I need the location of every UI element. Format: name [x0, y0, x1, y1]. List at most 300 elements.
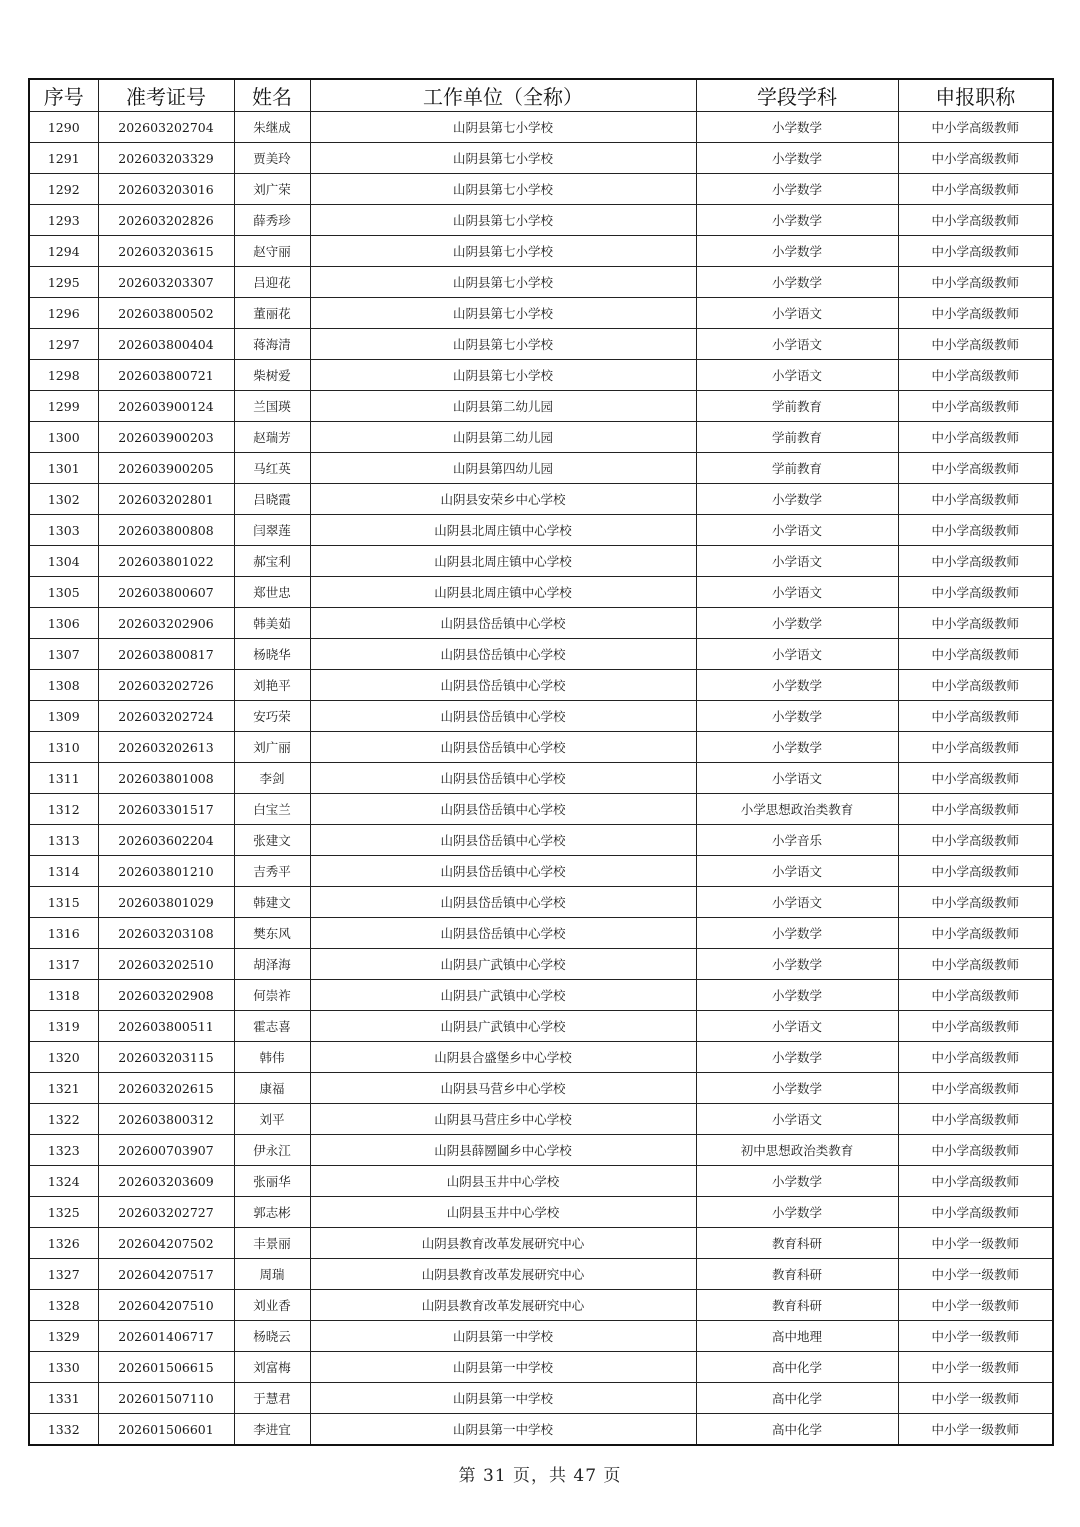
header-name: 姓名 [234, 79, 310, 112]
cell-exam-id: 202603202906 [98, 608, 234, 639]
table-row [29, 112, 1053, 143]
cell-exam-id: 202601506601 [98, 1414, 234, 1446]
cell-name: 吕晓霞 [234, 484, 310, 515]
cell-title: 中小学高级教师 [898, 794, 1053, 825]
cell-subject: 小学数学 [696, 174, 898, 205]
cell-title: 中小学一级教师 [898, 1321, 1053, 1352]
cell-subject: 小学语文 [696, 856, 898, 887]
cell-workplace: 山阴县第七小学校 [310, 298, 696, 329]
cell-workplace: 山阴县岱岳镇中心学校 [310, 887, 696, 918]
cell-serial: 1315 [29, 887, 98, 918]
cell-exam-id: 202603800312 [98, 1104, 234, 1135]
cell-serial: 1303 [29, 515, 98, 546]
cell-subject: 教育科研 [696, 1290, 898, 1321]
table-row [29, 670, 1053, 701]
cell-subject: 初中思想政治类教育 [696, 1135, 898, 1166]
page-number: 第 31 页，共 47 页 [458, 1466, 622, 1486]
cell-workplace: 山阴县第七小学校 [310, 112, 696, 143]
table-row [29, 639, 1053, 670]
table-row [29, 1073, 1053, 1104]
cell-serial: 1320 [29, 1042, 98, 1073]
header-title: 申报职称 [898, 79, 1053, 112]
header-subject: 学段学科 [696, 79, 898, 112]
cell-workplace: 山阴县合盛堡乡中心学校 [310, 1042, 696, 1073]
cell-subject: 小学数学 [696, 1073, 898, 1104]
cell-workplace: 山阴县第一中学校 [310, 1352, 696, 1383]
table-row [29, 608, 1053, 639]
cell-title: 中小学高级教师 [898, 918, 1053, 949]
cell-workplace: 山阴县玉井中心学校 [310, 1197, 696, 1228]
cell-title: 中小学高级教师 [898, 422, 1053, 453]
cell-title: 中小学高级教师 [898, 1197, 1053, 1228]
table-row [29, 484, 1053, 515]
cell-title: 中小学高级教师 [898, 515, 1053, 546]
cell-title: 中小学高级教师 [898, 329, 1053, 360]
cell-title: 中小学高级教师 [898, 608, 1053, 639]
cell-workplace: 山阴县第七小学校 [310, 360, 696, 391]
cell-exam-id: 202603202726 [98, 670, 234, 701]
cell-subject: 学前教育 [696, 391, 898, 422]
cell-exam-id: 202604207502 [98, 1228, 234, 1259]
cell-exam-id: 202603202724 [98, 701, 234, 732]
cell-name: 朱继成 [234, 112, 310, 143]
cell-exam-id: 202603900203 [98, 422, 234, 453]
cell-serial: 1324 [29, 1166, 98, 1197]
cell-name: 韩美茹 [234, 608, 310, 639]
cell-subject: 小学数学 [696, 143, 898, 174]
cell-subject: 小学数学 [696, 732, 898, 763]
table-row [29, 453, 1053, 484]
cell-workplace: 山阴县北周庄镇中心学校 [310, 546, 696, 577]
cell-name: 于慧君 [234, 1383, 310, 1414]
cell-workplace: 山阴县第七小学校 [310, 174, 696, 205]
cell-serial: 1290 [29, 112, 98, 143]
cell-title: 中小学一级教师 [898, 1259, 1053, 1290]
cell-title: 中小学高级教师 [898, 887, 1053, 918]
table-row [29, 763, 1053, 794]
cell-workplace: 山阴县教育改革发展研究中心 [310, 1290, 696, 1321]
cell-exam-id: 202603801008 [98, 763, 234, 794]
cell-serial: 1306 [29, 608, 98, 639]
table-row [29, 1104, 1053, 1135]
cell-name: 伊永江 [234, 1135, 310, 1166]
table-row [29, 1259, 1053, 1290]
cell-exam-id: 202603203609 [98, 1166, 234, 1197]
cell-exam-id: 202603800808 [98, 515, 234, 546]
cell-workplace: 山阴县岱岳镇中心学校 [310, 608, 696, 639]
table-row [29, 918, 1053, 949]
cell-title: 中小学一级教师 [898, 1290, 1053, 1321]
cell-subject: 小学数学 [696, 670, 898, 701]
cell-subject: 小学语文 [696, 577, 898, 608]
cell-name: 刘富梅 [234, 1352, 310, 1383]
cell-title: 中小学高级教师 [898, 205, 1053, 236]
cell-title: 中小学一级教师 [898, 1383, 1053, 1414]
cell-exam-id: 202603801029 [98, 887, 234, 918]
table-row [29, 980, 1053, 1011]
cell-name: 杨晓云 [234, 1321, 310, 1352]
table-row [29, 1290, 1053, 1321]
cell-name: 韩建文 [234, 887, 310, 918]
cell-workplace: 山阴县广武镇中心学校 [310, 980, 696, 1011]
cell-name: 刘广丽 [234, 732, 310, 763]
cell-exam-id: 202603202613 [98, 732, 234, 763]
cell-name: 马红英 [234, 453, 310, 484]
cell-title: 中小学高级教师 [898, 639, 1053, 670]
cell-exam-id: 202603800502 [98, 298, 234, 329]
cell-workplace: 山阴县岱岳镇中心学校 [310, 794, 696, 825]
cell-title: 中小学高级教师 [898, 1166, 1053, 1197]
cell-exam-id: 202601506615 [98, 1352, 234, 1383]
cell-name: 刘艳平 [234, 670, 310, 701]
cell-serial: 1302 [29, 484, 98, 515]
table-row [29, 1383, 1053, 1414]
cell-exam-id: 202603801022 [98, 546, 234, 577]
cell-serial: 1313 [29, 825, 98, 856]
cell-serial: 1329 [29, 1321, 98, 1352]
cell-workplace: 山阴县岱岳镇中心学校 [310, 825, 696, 856]
cell-serial: 1326 [29, 1228, 98, 1259]
cell-title: 中小学高级教师 [898, 825, 1053, 856]
cell-title: 中小学高级教师 [898, 1104, 1053, 1135]
cell-exam-id: 202603202615 [98, 1073, 234, 1104]
table-row [29, 887, 1053, 918]
cell-exam-id: 202603301517 [98, 794, 234, 825]
cell-exam-id: 202603202727 [98, 1197, 234, 1228]
cell-serial: 1294 [29, 236, 98, 267]
cell-subject: 小学语文 [696, 298, 898, 329]
cell-exam-id: 202603203307 [98, 267, 234, 298]
cell-name: 李进宜 [234, 1414, 310, 1446]
table-row [29, 329, 1053, 360]
cell-subject: 小学数学 [696, 1166, 898, 1197]
roster-table [28, 78, 1054, 1446]
cell-title: 中小学高级教师 [898, 949, 1053, 980]
cell-name: 赵守丽 [234, 236, 310, 267]
cell-subject: 小学数学 [696, 1042, 898, 1073]
cell-exam-id: 202603202510 [98, 949, 234, 980]
cell-workplace: 山阴县岱岳镇中心学校 [310, 763, 696, 794]
cell-name: 何崇祚 [234, 980, 310, 1011]
table-row [29, 856, 1053, 887]
cell-serial: 1314 [29, 856, 98, 887]
cell-exam-id: 202603202908 [98, 980, 234, 1011]
cell-subject: 小学音乐 [696, 825, 898, 856]
cell-workplace: 山阴县第七小学校 [310, 236, 696, 267]
table-row [29, 825, 1053, 856]
cell-serial: 1291 [29, 143, 98, 174]
cell-name: 兰国瑛 [234, 391, 310, 422]
cell-name: 贾美玲 [234, 143, 310, 174]
cell-name: 刘业香 [234, 1290, 310, 1321]
table-row [29, 360, 1053, 391]
table-row [29, 143, 1053, 174]
cell-workplace: 山阴县薛圐圙乡中心学校 [310, 1135, 696, 1166]
cell-exam-id: 202603900205 [98, 453, 234, 484]
cell-workplace: 山阴县北周庄镇中心学校 [310, 577, 696, 608]
cell-subject: 小学数学 [696, 608, 898, 639]
cell-name: 吕迎花 [234, 267, 310, 298]
cell-serial: 1305 [29, 577, 98, 608]
cell-title: 中小学高级教师 [898, 267, 1053, 298]
table-row [29, 794, 1053, 825]
cell-serial: 1304 [29, 546, 98, 577]
cell-subject: 小学数学 [696, 949, 898, 980]
cell-workplace: 山阴县马营乡中心学校 [310, 1073, 696, 1104]
cell-title: 中小学一级教师 [898, 1228, 1053, 1259]
cell-exam-id: 202603202801 [98, 484, 234, 515]
cell-workplace: 山阴县岱岳镇中心学校 [310, 639, 696, 670]
cell-exam-id: 202601406717 [98, 1321, 234, 1352]
cell-subject: 高中化学 [696, 1352, 898, 1383]
header-serial: 序号 [29, 79, 98, 112]
cell-serial: 1298 [29, 360, 98, 391]
cell-subject: 小学数学 [696, 1197, 898, 1228]
cell-serial: 1328 [29, 1290, 98, 1321]
cell-exam-id: 202603203115 [98, 1042, 234, 1073]
cell-subject: 小学语文 [696, 329, 898, 360]
cell-workplace: 山阴县第七小学校 [310, 267, 696, 298]
cell-name: 樊东风 [234, 918, 310, 949]
cell-title: 中小学高级教师 [898, 453, 1053, 484]
cell-title: 中小学高级教师 [898, 298, 1053, 329]
cell-name: 安巧荣 [234, 701, 310, 732]
cell-subject: 小学思想政治类教育 [696, 794, 898, 825]
cell-name: 赵瑞芳 [234, 422, 310, 453]
table-row [29, 949, 1053, 980]
cell-serial: 1307 [29, 639, 98, 670]
cell-subject: 小学语文 [696, 360, 898, 391]
table-row [29, 1135, 1053, 1166]
cell-name: 郭志彬 [234, 1197, 310, 1228]
header-exam-id: 准考证号 [98, 79, 234, 112]
cell-name: 董丽花 [234, 298, 310, 329]
cell-name: 胡泽海 [234, 949, 310, 980]
cell-serial: 1310 [29, 732, 98, 763]
table-row [29, 515, 1053, 546]
cell-subject: 高中地理 [696, 1321, 898, 1352]
cell-serial: 1332 [29, 1414, 98, 1446]
cell-name: 李剑 [234, 763, 310, 794]
cell-subject: 高中化学 [696, 1383, 898, 1414]
cell-exam-id: 202603800817 [98, 639, 234, 670]
cell-title: 中小学高级教师 [898, 546, 1053, 577]
cell-title: 中小学高级教师 [898, 1011, 1053, 1042]
cell-serial: 1309 [29, 701, 98, 732]
cell-title: 中小学高级教师 [898, 236, 1053, 267]
cell-title: 中小学一级教师 [898, 1352, 1053, 1383]
cell-subject: 小学数学 [696, 267, 898, 298]
table-body [29, 112, 1053, 1446]
cell-workplace: 山阴县玉井中心学校 [310, 1166, 696, 1197]
cell-exam-id: 202603203108 [98, 918, 234, 949]
cell-title: 中小学高级教师 [898, 701, 1053, 732]
table-row [29, 174, 1053, 205]
cell-subject: 学前教育 [696, 453, 898, 484]
cell-serial: 1312 [29, 794, 98, 825]
cell-serial: 1297 [29, 329, 98, 360]
cell-title: 中小学高级教师 [898, 360, 1053, 391]
cell-title: 中小学高级教师 [898, 763, 1053, 794]
cell-serial: 1318 [29, 980, 98, 1011]
cell-serial: 1308 [29, 670, 98, 701]
cell-subject: 小学语文 [696, 1104, 898, 1135]
cell-exam-id: 202603800607 [98, 577, 234, 608]
cell-serial: 1292 [29, 174, 98, 205]
cell-workplace: 山阴县岱岳镇中心学校 [310, 701, 696, 732]
cell-title: 中小学高级教师 [898, 732, 1053, 763]
cell-title: 中小学高级教师 [898, 856, 1053, 887]
table-header-row [29, 79, 1053, 112]
table-row [29, 1228, 1053, 1259]
table-row [29, 1414, 1053, 1446]
table-row [29, 1352, 1053, 1383]
cell-serial: 1322 [29, 1104, 98, 1135]
cell-title: 中小学高级教师 [898, 980, 1053, 1011]
cell-serial: 1295 [29, 267, 98, 298]
table-row [29, 422, 1053, 453]
cell-title: 中小学高级教师 [898, 391, 1053, 422]
cell-exam-id: 202603900124 [98, 391, 234, 422]
cell-serial: 1327 [29, 1259, 98, 1290]
cell-workplace: 山阴县岱岳镇中心学校 [310, 856, 696, 887]
cell-workplace: 山阴县安荣乡中心学校 [310, 484, 696, 515]
cell-workplace: 山阴县马营庄乡中心学校 [310, 1104, 696, 1135]
cell-subject: 小学数学 [696, 918, 898, 949]
cell-exam-id: 202604207517 [98, 1259, 234, 1290]
cell-serial: 1300 [29, 422, 98, 453]
cell-exam-id: 202603203329 [98, 143, 234, 174]
cell-subject: 教育科研 [696, 1259, 898, 1290]
roster-sheet [28, 78, 1052, 1446]
cell-workplace: 山阴县岱岳镇中心学校 [310, 670, 696, 701]
cell-workplace: 山阴县北周庄镇中心学校 [310, 515, 696, 546]
cell-exam-id: 202603800721 [98, 360, 234, 391]
cell-subject: 小学语文 [696, 1011, 898, 1042]
cell-name: 杨晓华 [234, 639, 310, 670]
cell-serial: 1330 [29, 1352, 98, 1383]
cell-serial: 1323 [29, 1135, 98, 1166]
cell-workplace: 山阴县第七小学校 [310, 143, 696, 174]
cell-serial: 1321 [29, 1073, 98, 1104]
cell-title: 中小学高级教师 [898, 1135, 1053, 1166]
table-row [29, 267, 1053, 298]
cell-title: 中小学高级教师 [898, 577, 1053, 608]
cell-name: 柴树爱 [234, 360, 310, 391]
cell-title: 中小学高级教师 [898, 1042, 1053, 1073]
cell-workplace: 山阴县第一中学校 [310, 1414, 696, 1446]
cell-workplace: 山阴县第四幼儿园 [310, 453, 696, 484]
cell-name: 张丽华 [234, 1166, 310, 1197]
cell-exam-id: 202603801210 [98, 856, 234, 887]
cell-name: 蒋海清 [234, 329, 310, 360]
cell-workplace: 山阴县岱岳镇中心学校 [310, 732, 696, 763]
table-row [29, 701, 1053, 732]
cell-title: 中小学高级教师 [898, 143, 1053, 174]
table-row [29, 1197, 1053, 1228]
cell-name: 霍志喜 [234, 1011, 310, 1042]
cell-workplace: 山阴县第七小学校 [310, 205, 696, 236]
cell-title: 中小学高级教师 [898, 1073, 1053, 1104]
cell-serial: 1299 [29, 391, 98, 422]
table-row [29, 1166, 1053, 1197]
cell-serial: 1293 [29, 205, 98, 236]
header-workplace: 工作单位（全称） [310, 79, 696, 112]
cell-title: 中小学高级教师 [898, 484, 1053, 515]
cell-subject: 小学语文 [696, 887, 898, 918]
cell-name: 韩伟 [234, 1042, 310, 1073]
table-row [29, 577, 1053, 608]
cell-name: 郝宝利 [234, 546, 310, 577]
cell-exam-id: 202601507110 [98, 1383, 234, 1414]
cell-exam-id: 202603203016 [98, 174, 234, 205]
cell-serial: 1296 [29, 298, 98, 329]
cell-workplace: 山阴县第二幼儿园 [310, 422, 696, 453]
cell-serial: 1317 [29, 949, 98, 980]
cell-exam-id: 202603800404 [98, 329, 234, 360]
cell-title: 中小学高级教师 [898, 670, 1053, 701]
cell-exam-id: 202603602204 [98, 825, 234, 856]
cell-subject: 小学语文 [696, 639, 898, 670]
cell-name: 康福 [234, 1073, 310, 1104]
cell-subject: 小学数学 [696, 484, 898, 515]
cell-title: 中小学高级教师 [898, 112, 1053, 143]
cell-subject: 学前教育 [696, 422, 898, 453]
cell-name: 刘平 [234, 1104, 310, 1135]
cell-subject: 小学数学 [696, 701, 898, 732]
cell-name: 郑世忠 [234, 577, 310, 608]
cell-name: 张建文 [234, 825, 310, 856]
cell-exam-id: 202603202826 [98, 205, 234, 236]
table-row [29, 298, 1053, 329]
cell-exam-id: 202603800511 [98, 1011, 234, 1042]
table-row [29, 391, 1053, 422]
cell-name: 薛秀珍 [234, 205, 310, 236]
cell-workplace: 山阴县教育改革发展研究中心 [310, 1259, 696, 1290]
cell-name: 周瑞 [234, 1259, 310, 1290]
cell-serial: 1331 [29, 1383, 98, 1414]
cell-serial: 1311 [29, 763, 98, 794]
cell-subject: 教育科研 [696, 1228, 898, 1259]
cell-serial: 1325 [29, 1197, 98, 1228]
table-row [29, 236, 1053, 267]
cell-name: 白宝兰 [234, 794, 310, 825]
cell-exam-id: 202600703907 [98, 1135, 234, 1166]
cell-name: 吉秀平 [234, 856, 310, 887]
table-row [29, 1011, 1053, 1042]
cell-subject: 小学数学 [696, 205, 898, 236]
cell-workplace: 山阴县第七小学校 [310, 329, 696, 360]
cell-workplace: 山阴县岱岳镇中心学校 [310, 918, 696, 949]
cell-exam-id: 202604207510 [98, 1290, 234, 1321]
table-row [29, 205, 1053, 236]
cell-subject: 高中化学 [696, 1414, 898, 1446]
cell-subject: 小学语文 [696, 515, 898, 546]
cell-exam-id: 202603203615 [98, 236, 234, 267]
cell-workplace: 山阴县广武镇中心学校 [310, 1011, 696, 1042]
table-row [29, 1042, 1053, 1073]
cell-serial: 1316 [29, 918, 98, 949]
cell-workplace: 山阴县教育改革发展研究中心 [310, 1228, 696, 1259]
table-row [29, 546, 1053, 577]
cell-name: 丰景丽 [234, 1228, 310, 1259]
cell-subject: 小学语文 [696, 546, 898, 577]
table-row [29, 732, 1053, 763]
cell-name: 闫翠莲 [234, 515, 310, 546]
cell-workplace: 山阴县第一中学校 [310, 1321, 696, 1352]
cell-subject: 小学数学 [696, 980, 898, 1011]
cell-exam-id: 202603202704 [98, 112, 234, 143]
